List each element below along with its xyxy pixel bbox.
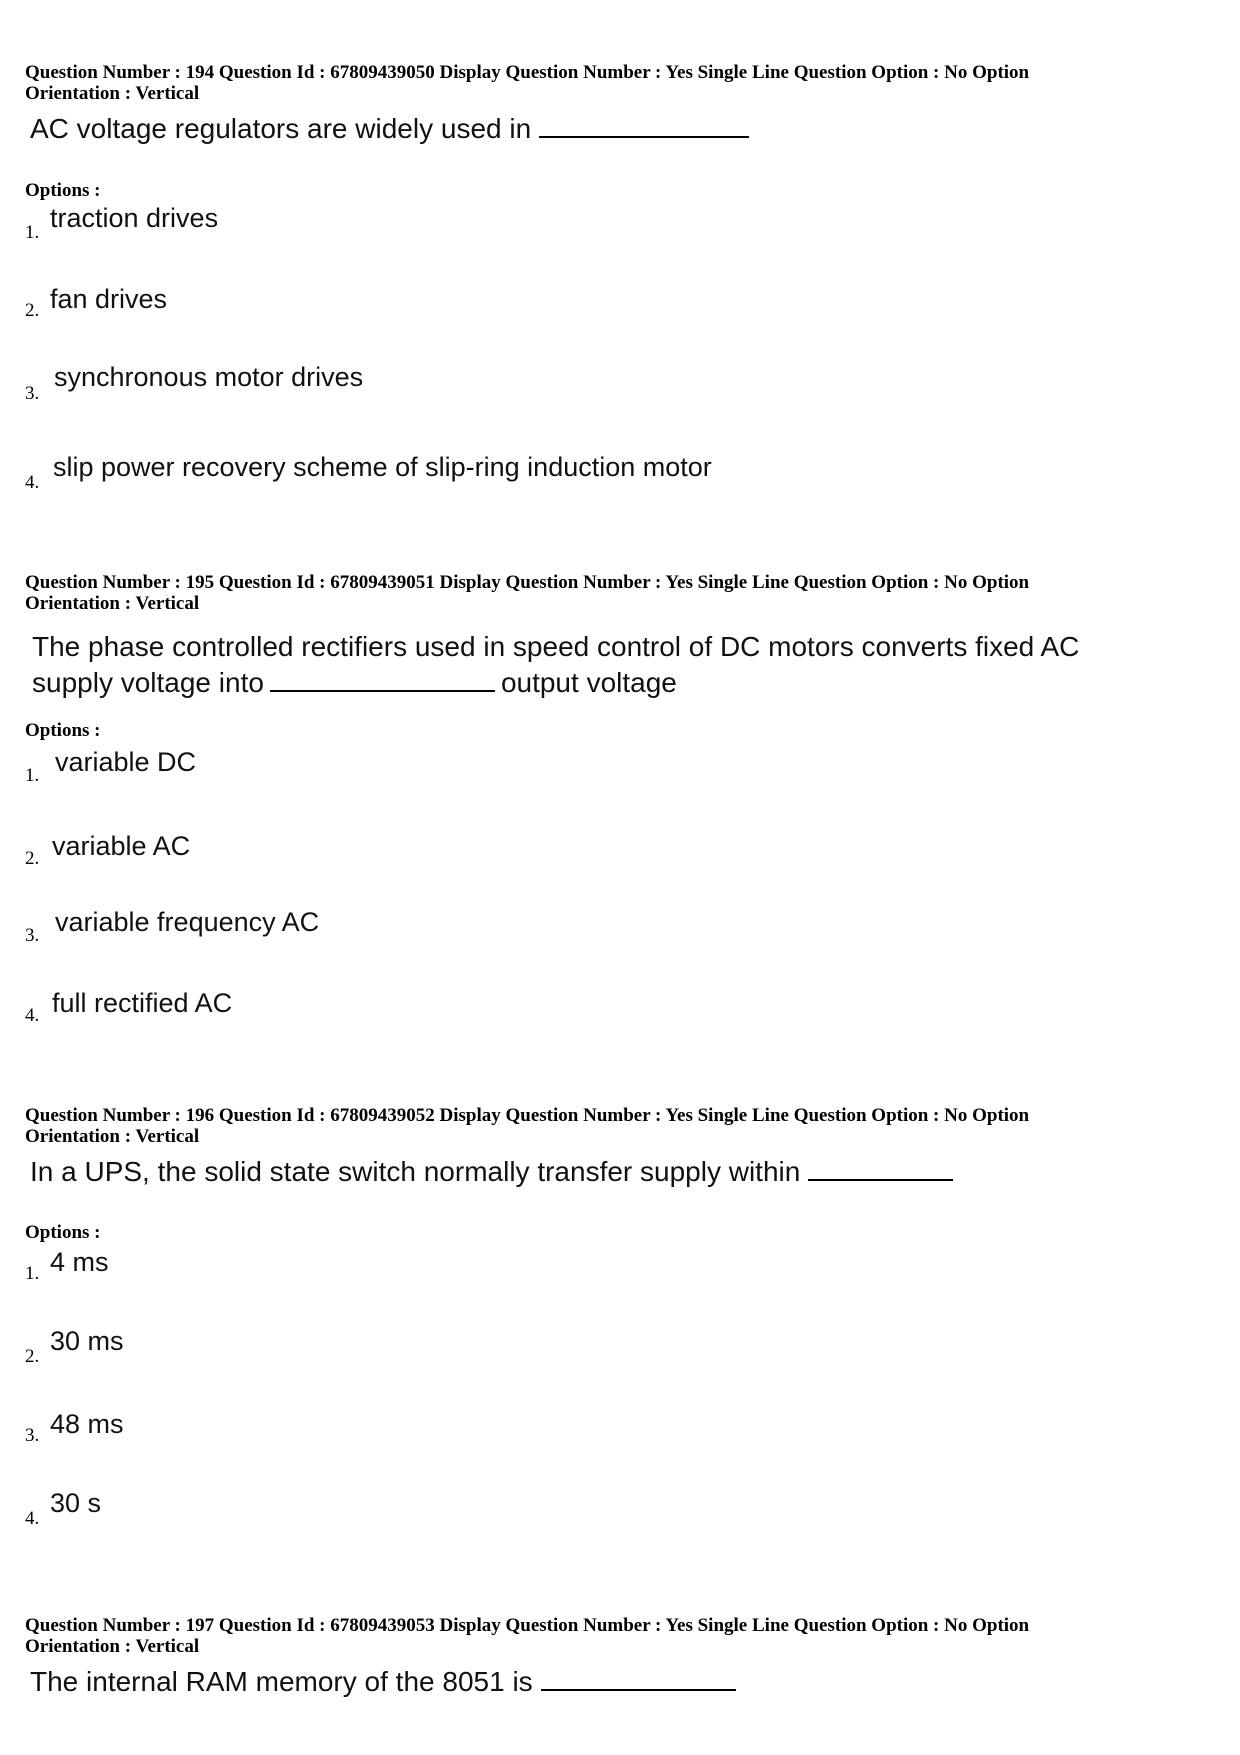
question-meta-line: Question Number : 195 Question Id : 67809439051 Display Question Number : Yes Single Line Question Option : No Option bbox=[25, 572, 1030, 593]
question-header bbox=[25, 62, 1029, 104]
option-text: 4 ms bbox=[50, 1247, 109, 1277]
option-number: 4. bbox=[25, 472, 40, 493]
option-text: 30 ms bbox=[50, 1326, 124, 1356]
answer-blank bbox=[808, 1153, 953, 1181]
option-text: traction drives bbox=[50, 203, 219, 233]
question-meta-line: Orientation : Vertical bbox=[25, 593, 200, 614]
option-number: 3. bbox=[25, 383, 40, 404]
question-text bbox=[30, 1663, 736, 1699]
question-header bbox=[25, 1615, 1029, 1657]
option-text: fan drives bbox=[50, 284, 168, 314]
question-meta-line: Question Number : 194 Question Id : 67809439050 Display Question Number : Yes Single Line Question Option : No Option bbox=[25, 62, 1030, 83]
question-text-body: The internal RAM memory of the 8051 is bbox=[30, 1666, 533, 1697]
option-text: 30 s bbox=[50, 1488, 102, 1518]
question-meta-line: Question Number : 196 Question Id : 67809439052 Display Question Number : Yes Single Line Question Option : No Option bbox=[25, 1105, 1030, 1126]
options-label: Options : bbox=[25, 1222, 101, 1243]
option-number: 3. bbox=[25, 925, 40, 946]
question-text bbox=[30, 1153, 953, 1189]
question-text-body: In a UPS, the solid state switch normally transfer supply within bbox=[30, 1156, 801, 1187]
option-number: 4. bbox=[25, 1005, 40, 1026]
options-label: Options : bbox=[25, 720, 101, 741]
option-text: full rectified AC bbox=[52, 988, 233, 1018]
option-text: variable frequency AC bbox=[55, 907, 320, 937]
question-text bbox=[32, 630, 1079, 700]
option-text: slip power recovery scheme of slip-ring induction motor bbox=[53, 452, 712, 482]
question-text-body: supply voltage into bbox=[32, 667, 264, 698]
option-number: 2. bbox=[25, 300, 40, 321]
question-meta-line: Orientation : Vertical bbox=[25, 1126, 200, 1147]
question-text-line: The phase controlled rectifiers used in speed control of DC motors converts fixed AC bbox=[32, 631, 1080, 662]
option-number: 1. bbox=[25, 1263, 40, 1284]
question-text-body: AC voltage regulators are widely used in bbox=[30, 113, 532, 144]
question-text-body: output voltage bbox=[500, 667, 677, 698]
option-number: 4. bbox=[25, 1508, 40, 1529]
answer-blank bbox=[541, 1663, 736, 1691]
question-text-line bbox=[32, 664, 1079, 700]
question-text bbox=[30, 110, 749, 146]
question-meta-line: Orientation : Vertical bbox=[25, 1636, 200, 1657]
option-text: variable AC bbox=[52, 831, 191, 861]
option-number: 1. bbox=[25, 765, 40, 786]
answer-blank bbox=[539, 110, 749, 138]
option-text: synchronous motor drives bbox=[54, 362, 364, 392]
option-number: 2. bbox=[25, 1346, 40, 1367]
question-meta-line: Orientation : Vertical bbox=[25, 83, 200, 104]
question-header bbox=[25, 572, 1029, 614]
option-number: 3. bbox=[25, 1425, 40, 1446]
question-header bbox=[25, 1105, 1029, 1147]
option-text: variable DC bbox=[55, 747, 197, 777]
option-number: 1. bbox=[25, 222, 40, 243]
options-label: Options : bbox=[25, 180, 101, 201]
option-number: 2. bbox=[25, 848, 40, 869]
answer-blank bbox=[270, 664, 495, 692]
option-text: 48 ms bbox=[50, 1409, 124, 1439]
question-meta-line: Question Number : 197 Question Id : 67809439053 Display Question Number : Yes Single Line Question Option : No Option bbox=[25, 1615, 1030, 1636]
